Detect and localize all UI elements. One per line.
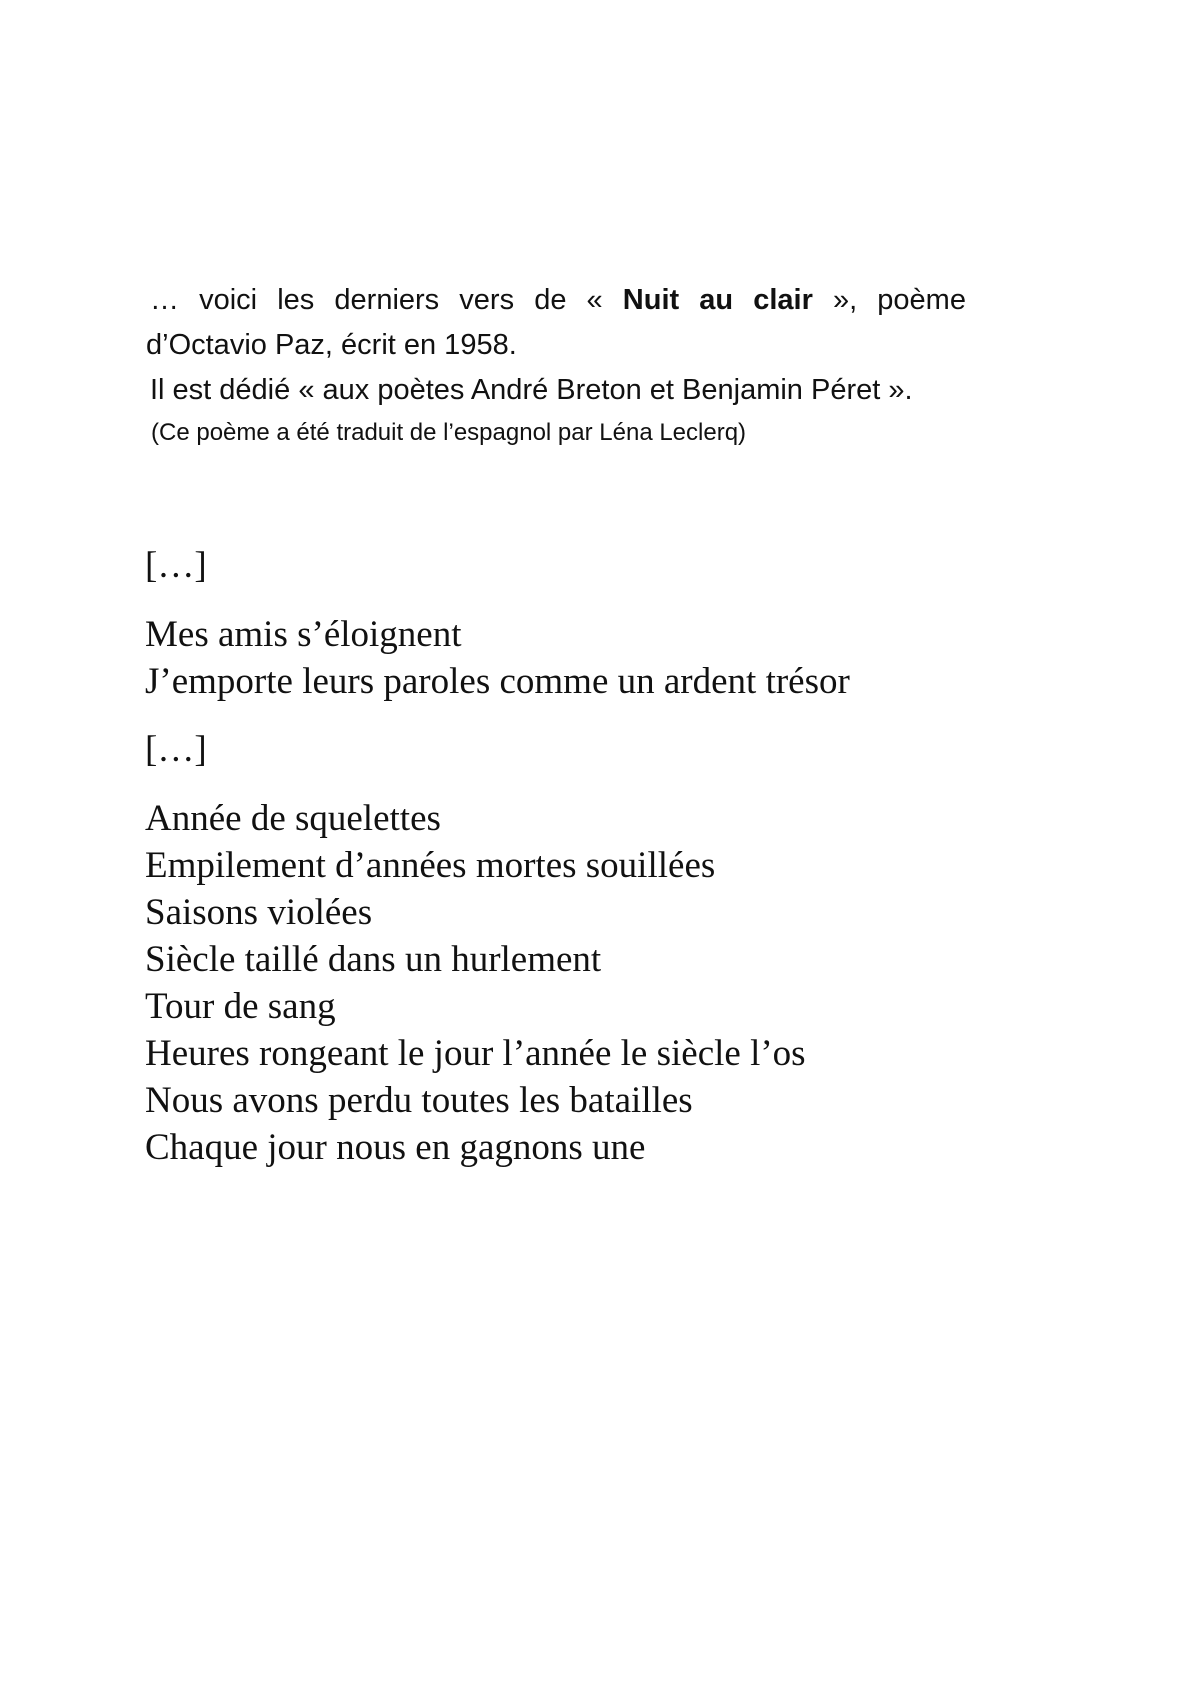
stanza-1 <box>145 611 850 705</box>
intro-line-2: d’Octavio Paz, écrit en 1958. <box>146 329 517 361</box>
verse-line: Chaque jour nous en gagnons une <box>145 1127 646 1168</box>
verse-line: Mes amis s’éloignent <box>145 614 462 655</box>
verse-line: J’emporte leurs paroles comme un ardent trésor <box>145 661 850 702</box>
verse-line: Année de squelettes <box>145 798 441 839</box>
verse-line: Siècle taillé dans un hurlement <box>145 939 602 980</box>
verse-line: Heures rongeant le jour l’année le siècle l’os <box>145 1033 806 1074</box>
verse-line: Empilement d’années mortes souillées <box>145 845 716 886</box>
omission-marker-1: […] <box>145 545 207 586</box>
verse-line: Saisons violées <box>145 892 373 933</box>
intro-line-1-suffix: », poème <box>812 284 966 316</box>
stanza-2 <box>145 795 806 1171</box>
intro-line-1-prefix: … voici les derniers vers de « <box>150 284 623 316</box>
verse-line: Tour de sang <box>145 986 336 1027</box>
dedication-line: Il est dédié « aux poètes André Breton et Benjamin Péret ». <box>150 374 913 406</box>
intro-line-1 <box>150 282 966 318</box>
omission-marker-2: […] <box>145 729 207 770</box>
poem-title: Nuit au clair <box>622 284 813 316</box>
translation-note: (Ce poème a été traduit de l’espagnol par Léna Leclerq) <box>151 419 747 446</box>
verse-line: Nous avons perdu toutes les batailles <box>145 1080 693 1121</box>
